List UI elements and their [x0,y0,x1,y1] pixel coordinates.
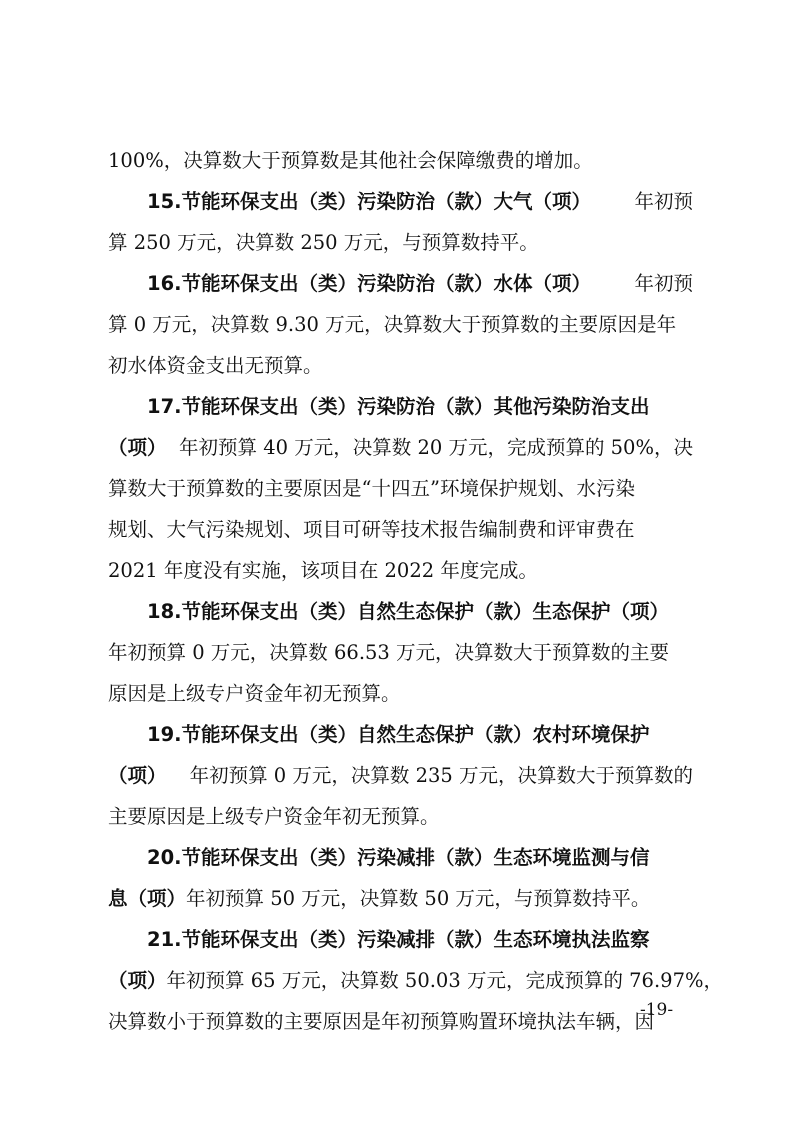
item-heading-continued: （项） [108,969,167,992]
paragraph-text: 主要原因是上级专户资金年初无预算。 [108,805,440,828]
paragraph-text: 2021 年度没有实施，该项目在 2022 年度完成。 [108,559,538,582]
paragraph-text: 年初预 [634,190,693,213]
text-line [108,345,693,386]
text-line [108,1001,693,1042]
paragraph-text: 年初预 [634,272,693,295]
paragraph-heading-line [108,263,693,304]
paragraph-text: 算 250 万元，决算数 250 万元，与预算数持平。 [108,231,539,254]
text-line [108,140,693,181]
paragraph-text: 年初预算 40 万元，决算数 20 万元，完成预算的 50%，决 [179,436,693,459]
page-number: -19- [640,1000,674,1020]
paragraph-heading-line [108,837,693,878]
text-line [108,222,693,263]
text-line [108,550,693,591]
text-line [108,796,693,837]
paragraph-text: 100%，决算数大于预算数是其他社会保障缴费的增加。 [108,149,593,172]
paragraph-text: 算数大于预算数的主要原因是“十四五”环境保护规划、水污染 [108,477,635,500]
text-line [108,878,693,919]
item-heading-continued: （项） [108,764,167,787]
text-line [108,468,693,509]
paragraph-text: 规划、大气污染规划、项目可研等技术报告编制费和评审费在 [108,518,635,541]
paragraph-heading-line [108,919,693,960]
text-line [108,427,693,468]
paragraph-heading-line [108,386,693,427]
paragraph-heading-line [108,591,693,632]
paragraph-text: 决算数小于预算数的主要原因是年初预算购置环境执法车辆，因 [108,1010,655,1033]
paragraph-text: 年初预算 0 万元，决算数 235 万元，决算数大于预算数的 [189,764,693,787]
item-heading: 20.节能环保支出（类）污染减排（款）生态环境监测与信 [147,846,650,869]
item-heading: 16.节能环保支出（类）污染防治（款）水体（项） [147,272,592,295]
item-heading: 15.节能环保支出（类）污染防治（款）大气（项） [147,190,592,213]
item-heading: 18.节能环保支出（类）自然生态保护（款）生态保护（项） [147,600,670,623]
paragraph-text: 算 0 万元，决算数 9.30 万元，决算数大于预算数的主要原因是年 [108,313,677,336]
paragraph-text: 初水体资金支出无预算。 [108,354,323,377]
paragraph-text: 年初预算 65 万元，决算数 50.03 万元，完成预算的 76.97%， [166,969,723,992]
item-heading: 19.节能环保支出（类）自然生态保护（款）农村环境保护 [147,723,650,746]
text-line [108,755,693,796]
paragraph-text: 年初预算 50 万元，决算数 50 万元，与预算数持平。 [186,887,651,910]
item-heading: 21.节能环保支出（类）污染减排（款）生态环境执法监察 [147,928,650,951]
item-heading-continued: 息（项） [108,887,187,910]
text-line [108,960,723,1001]
text-line [108,509,693,550]
paragraph-heading-line [108,714,693,755]
text-line [108,632,693,673]
paragraph-heading-line [108,181,693,222]
text-line [108,673,693,714]
item-heading: 17.节能环保支出（类）污染防治（款）其他污染防治支出 [147,395,650,418]
item-heading-continued: （项） [108,436,167,459]
paragraph-text: 年初预算 0 万元，决算数 66.53 万元，决算数大于预算数的主要 [108,641,670,664]
body-text [108,140,723,1042]
text-line [108,304,693,345]
paragraph-text: 原因是上级专户资金年初无预算。 [108,682,401,705]
